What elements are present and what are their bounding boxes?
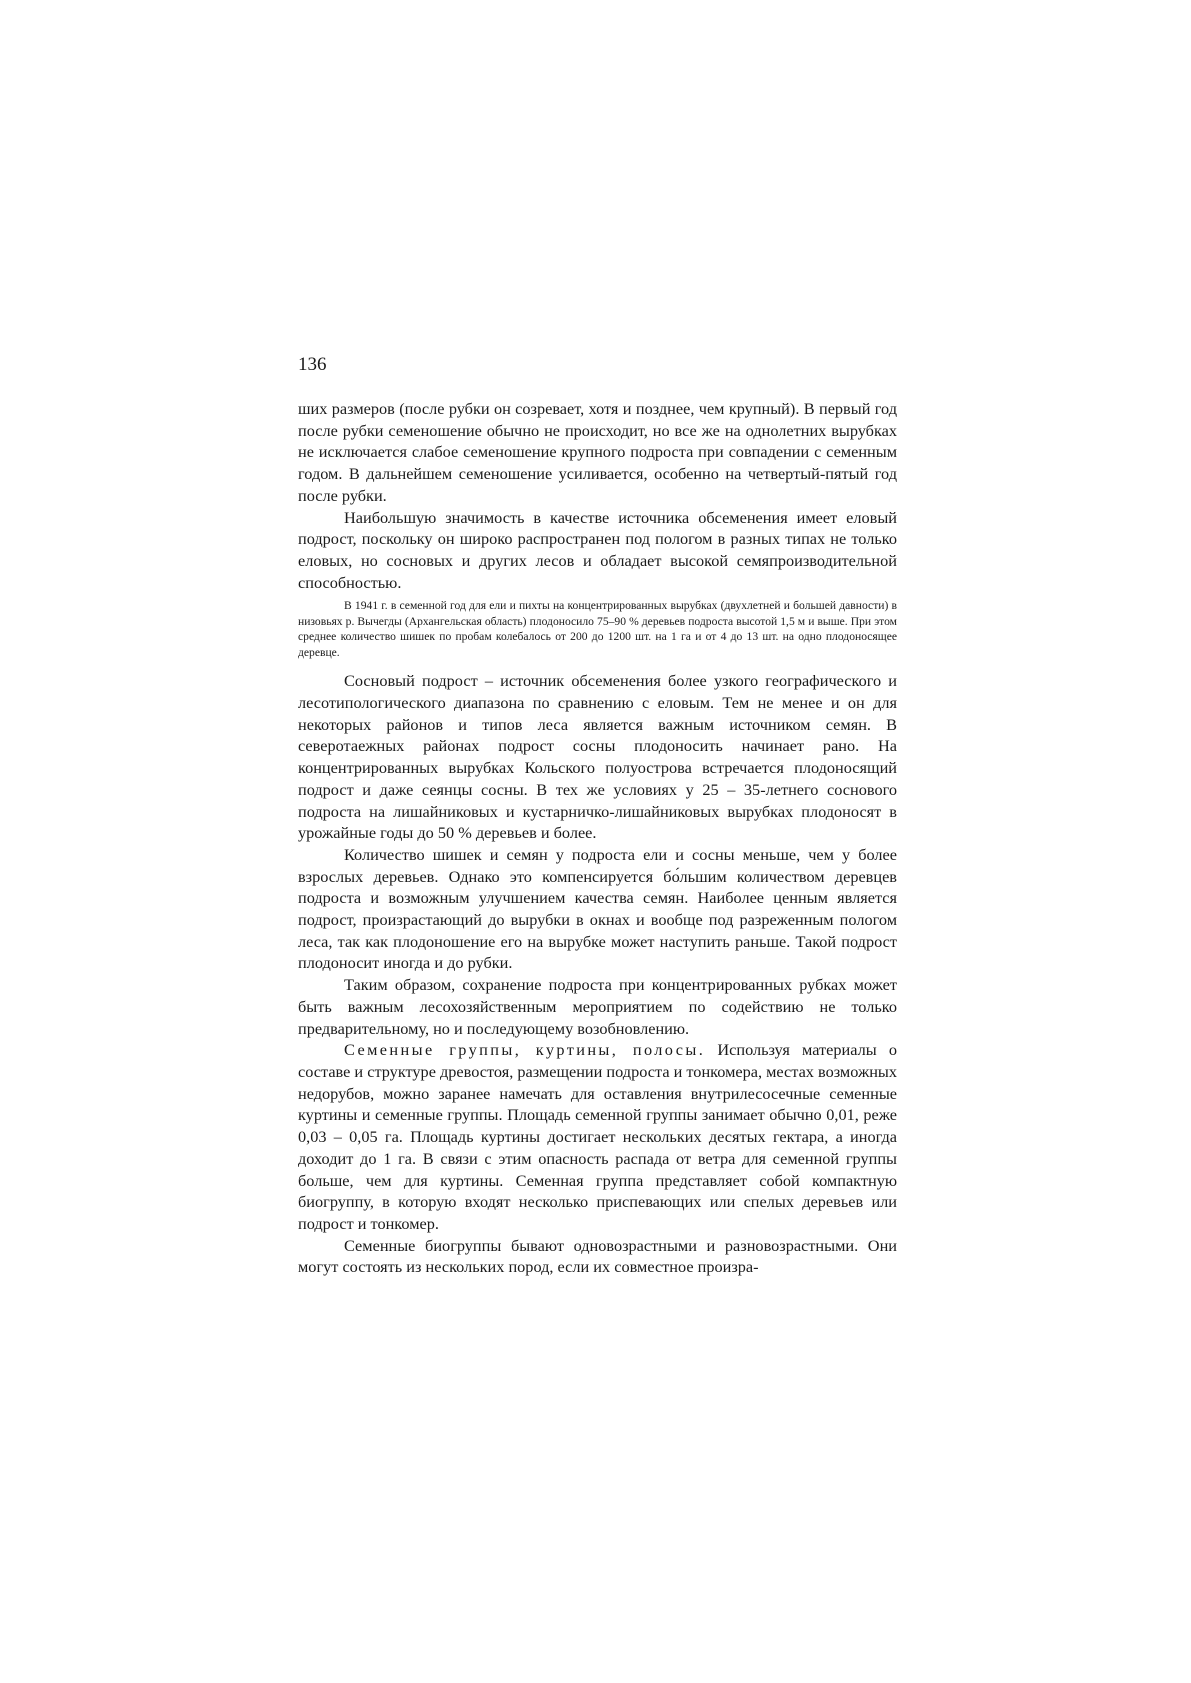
section-heading-seed-groups: Семенные группы, куртины, полосы. xyxy=(344,1040,706,1060)
page-number: 136 xyxy=(298,354,327,375)
seed-groups-text: Используя материалы о составе и структуре древостоя, размещении подроста и тонкомера, местах возможных недорубов, можно заранее намечать для оставления внутрилесосечные семенные куртины и семенные группы. Площадь семенной группы занимает обычно 0,01, реже 0,03 – 0,05 га. Площадь куртины достигает нескольких десятых гектара, а иногда доходит до 1 га. В связи с этим опасность распада от ветра для семенной группы больше, чем для куртины. Семенная группа представляет собой компактную биогруппу, в которую входят несколько приспевающих или спелых деревьев или подрост и тонкомер. xyxy=(298,1040,898,1233)
paragraph-conclusion: Таким образом, сохранение подроста при концентрированных рубках может быть важным лесохозяйственным мероприятием по содействию не только предварительному, но и последующему возобновлению. xyxy=(298,975,897,1038)
paragraph-continuation: ших размеров (после рубки он созревает, хотя и позднее, чем крупный). В первый год после рубки семеношение обычно не происходит, но все же на однолетних вырубках не исключается слабое семеношение крупного подроста при совпадении с семенным годом. В дальнейшем семеношение усиливается, особенно на четвертый-пятый год после рубки. xyxy=(298,399,897,505)
paragraph-pine-undergrowth: Сосновый подрост – источник обсеменения более узкого географического и лесотипологического диапазона по сравнению с еловым. Тем не менее и он для некоторых районов и типов леса является важным источником семян. В северотаежных районах подрост сосны плодоносить начинает рано. На концентрированных вырубках Кольского полуострова встречается плодоносящий подрост и даже сеянцы сосны. В тех же условиях у 25 – 35-летнего соснового подроста на лишайниковых и кустарничко-лишайниковых вырубках плодоносят в урожайные годы до 50 % деревьев и более. xyxy=(298,671,897,843)
paragraph-biogroups: Семенные биогруппы бывают одновозрастными и разновозрастными. Они могут состоять из нескольких пород, если их совместное произра- xyxy=(298,1235,897,1277)
paragraph-seed-groups xyxy=(298,1039,897,1234)
paragraph-spruce-undergrowth: Наибольшую значимость в качестве источника обсеменения имеет еловый подрост, поскольку он широко распространен под пологом в разных типах не только еловых, но сосновых и других лесов и обладает высокой семяпроизводительной способностью. xyxy=(298,507,897,592)
main-text xyxy=(298,398,897,1278)
small-print-note: В 1941 г. в семенной год для ели и пихты на концентрированных вырубках (двухлетней и большей давности) в низовьях р. Вычегды (Архангельская область) плодоносило 75–90 % деревьев подроста высотой 1,5 м и выше. При этом среднее количество шишек по пробам колебалось от 200 до 1200 шт. на 1 га и от 4 до 13 шт. на одно плодоносящее деревце. xyxy=(298,599,897,659)
paragraph-cones-and-seeds: Количество шишек и семян у подроста ели и сосны меньше, чем у более взрослых деревьев. Однако это компенсируется бо́льшим количеством деревцев подроста и возможным улучшением качества семян. Наиболее ценным является подрост, произрастающий до вырубки в окнах и вообще под разреженным пологом леса, так как плодоношение его на вырубке может наступить раньше. Такой подрост плодоносит иногда и до рубки. xyxy=(298,844,897,973)
